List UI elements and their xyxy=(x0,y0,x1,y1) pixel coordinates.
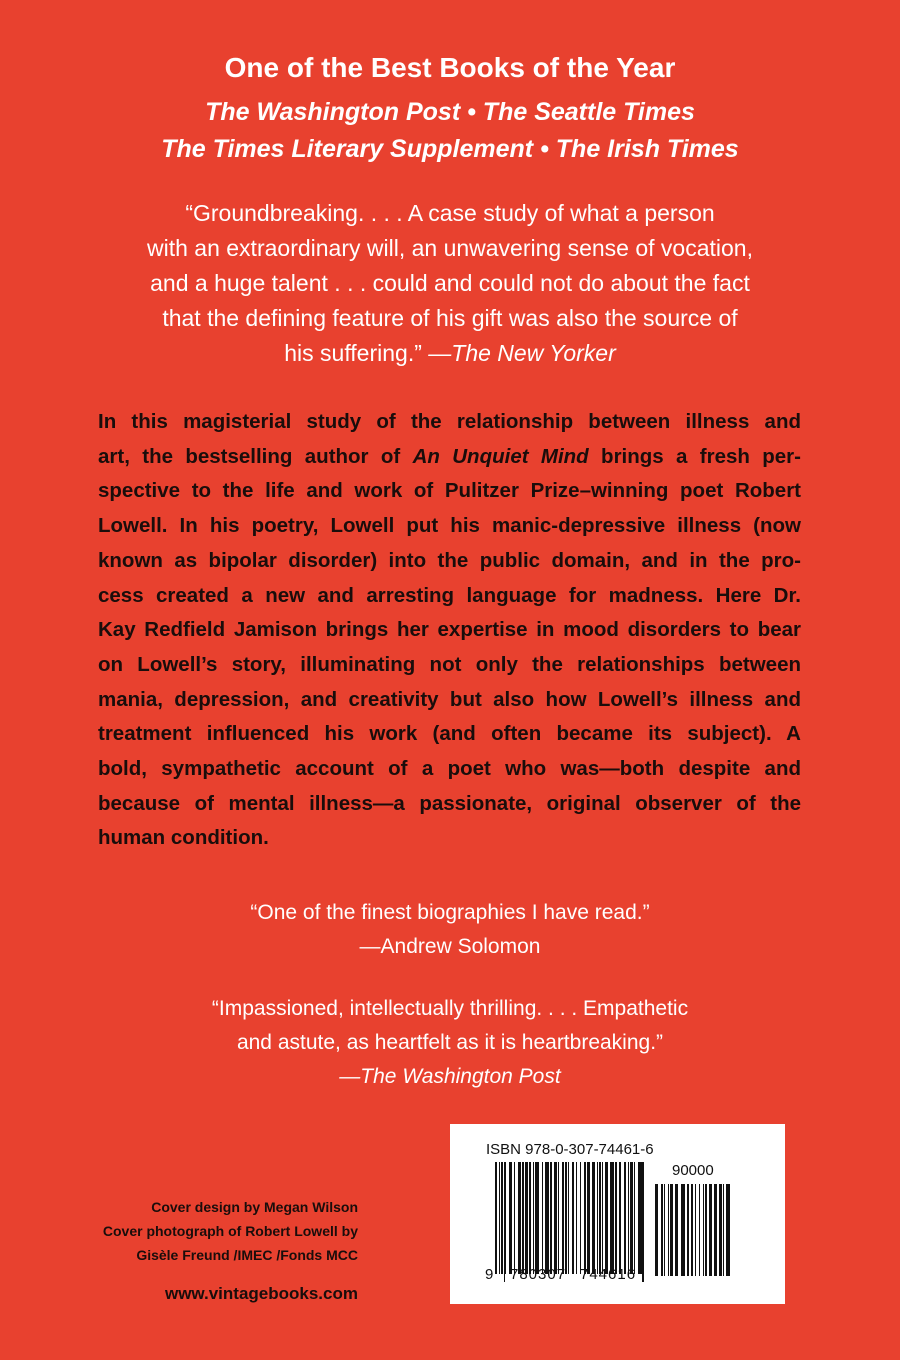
description-line: on Lowell’s story, illuminating not only the relationships between xyxy=(98,652,801,676)
barcode-bar xyxy=(664,1184,665,1276)
barcode-bar xyxy=(687,1184,689,1276)
description-line: spective to the life and work of Pulitzer Prize–winning poet Robert xyxy=(98,479,801,503)
description-line: art, the bestselling author of An Unquiet Mind brings a fresh per- xyxy=(98,444,801,468)
book-description xyxy=(98,405,801,856)
barcode-bar xyxy=(599,1162,601,1274)
description-line: Kay Redfield Jamison brings her expertise in mood disorders to bear xyxy=(98,618,801,642)
barcode-digits: 780307 xyxy=(510,1266,567,1283)
quote-source: —The New Yorker xyxy=(428,340,616,366)
barcode-bar xyxy=(533,1162,534,1274)
barcode-bar xyxy=(592,1162,595,1274)
barcode-bar xyxy=(587,1162,590,1274)
credit-photo: Cover photograph of Robert Lowell by xyxy=(102,1223,358,1239)
barcode-bar xyxy=(681,1184,685,1276)
cover-credits xyxy=(90,1195,358,1267)
publications-line-2: The Times Literary Supplement • The Irish Times xyxy=(161,135,739,163)
barcode-bar xyxy=(602,1162,603,1274)
barcode-bar xyxy=(562,1162,564,1274)
barcode-bar xyxy=(495,1162,497,1274)
barcode-bar xyxy=(550,1162,552,1274)
barcode-bar xyxy=(499,1162,500,1274)
barcode-bar xyxy=(545,1162,549,1274)
quote-line: that the defining feature of his gift was also the source of xyxy=(162,305,738,331)
barcode-bar xyxy=(584,1162,586,1274)
barcode-bar xyxy=(610,1162,614,1274)
barcode-bar xyxy=(726,1184,730,1276)
barcode-bar xyxy=(709,1184,712,1276)
barcode-bar xyxy=(605,1162,608,1274)
barcode-bar xyxy=(634,1162,635,1274)
barcode-bar xyxy=(505,1162,506,1274)
solomon-quote xyxy=(0,896,900,964)
barcode-bar xyxy=(615,1162,617,1274)
barcode-bar xyxy=(695,1184,696,1276)
barcode-bar xyxy=(565,1162,567,1274)
barcode-bar xyxy=(597,1162,598,1274)
barcode-bar xyxy=(628,1162,629,1274)
isbn-barcode xyxy=(450,1124,785,1304)
quote-line: with an extraordinary will, an unwavering sense of vocation, xyxy=(147,235,753,261)
quote-line: and a huge talent . . . could and could not do about the fact xyxy=(150,270,750,296)
publications-line-1: The Washington Post • The Seattle Times xyxy=(205,98,695,126)
barcode-bar xyxy=(514,1162,515,1274)
description-line: bold, sympathetic account of a poet who was—both despite and xyxy=(98,757,801,781)
barcode-bar xyxy=(509,1162,512,1274)
barcode-bar xyxy=(518,1162,521,1274)
barcode-bar xyxy=(638,1162,642,1274)
barcode-bar xyxy=(576,1162,577,1274)
barcode-bar xyxy=(529,1162,531,1274)
barcode-bar xyxy=(719,1184,722,1276)
barcode-bar xyxy=(714,1184,717,1276)
new-yorker-quote xyxy=(0,196,900,371)
quote-source: —The Washington Post xyxy=(339,1065,561,1088)
barcode-bar xyxy=(703,1184,704,1276)
washington-post-quote xyxy=(0,992,900,1094)
barcode-bar xyxy=(642,1162,644,1282)
quote-line: “Impassioned, intellectually thrilling. . . . Empathetic xyxy=(211,997,689,1020)
best-books-heading: One of the Best Books of the Year xyxy=(224,52,676,83)
barcode-digits: 744616 xyxy=(580,1266,637,1283)
barcode-bar xyxy=(675,1184,678,1276)
barcode-bar xyxy=(630,1162,633,1274)
description-line: mania, depression, and creativity but also how Lowell’s illness and xyxy=(98,687,801,711)
barcode-bar xyxy=(661,1184,663,1276)
quote-line: his suffering.” —The New Yorker xyxy=(284,340,616,366)
quote-line: “Groundbreaking. . . . A case study of what a person xyxy=(185,200,715,226)
barcode-bar xyxy=(723,1184,724,1276)
isbn-text: ISBN 978-0-307-74461-6 xyxy=(486,1141,654,1158)
barcode-bar xyxy=(580,1162,581,1274)
barcode-bar xyxy=(619,1162,621,1274)
barcode-bar xyxy=(568,1162,569,1274)
barcode-digit: 9 xyxy=(485,1266,494,1283)
description-line: Lowell. In his poetry, Lowell put his manic-depressive illness (now xyxy=(98,514,801,538)
barcode-bar xyxy=(542,1162,543,1274)
quote-source: —Andrew Solomon xyxy=(359,935,541,958)
barcode-bar xyxy=(522,1162,524,1274)
barcode-bar xyxy=(525,1162,528,1274)
quote-line: and astute, as heartfelt as it is heartbreaking.” xyxy=(236,1031,664,1054)
barcode-bar xyxy=(705,1184,707,1276)
description-line: because of mental illness—a passionate, original observer of the xyxy=(98,791,801,815)
barcode-bar xyxy=(504,1162,505,1282)
barcode-bar xyxy=(691,1184,693,1276)
credit-design: Cover design by Megan Wilson xyxy=(151,1199,358,1215)
barcode-bar xyxy=(535,1162,539,1274)
description-line: human condition. xyxy=(98,826,269,850)
barcode-bar xyxy=(501,1162,503,1274)
barcode-bar xyxy=(554,1162,557,1274)
description-line: cess created a new and arresting language for madness. Here Dr. xyxy=(98,583,801,607)
barcode-bar xyxy=(668,1184,669,1276)
barcode-bar xyxy=(572,1162,574,1274)
description-line: known as bipolar disorder) into the public domain, and in the pro- xyxy=(98,548,801,572)
price-addon: 90000 xyxy=(672,1162,714,1179)
barcode-bar xyxy=(558,1162,559,1274)
description-line: treatment influenced his work (and often became its subject). A xyxy=(98,722,801,746)
credit-photo-source: Gisèle Freund /IMEC /Fonds MCC xyxy=(136,1247,358,1263)
barcode-bar xyxy=(670,1184,673,1276)
quote-text: “One of the finest biographies I have read.” xyxy=(250,901,650,924)
barcode-bar xyxy=(699,1184,700,1276)
barcode-bar xyxy=(655,1184,658,1276)
barcode-bar xyxy=(624,1162,626,1274)
description-line: In this magisterial study of the relationship between illness and xyxy=(98,410,801,433)
website-link[interactable]: www.vintagebooks.com xyxy=(164,1284,358,1303)
